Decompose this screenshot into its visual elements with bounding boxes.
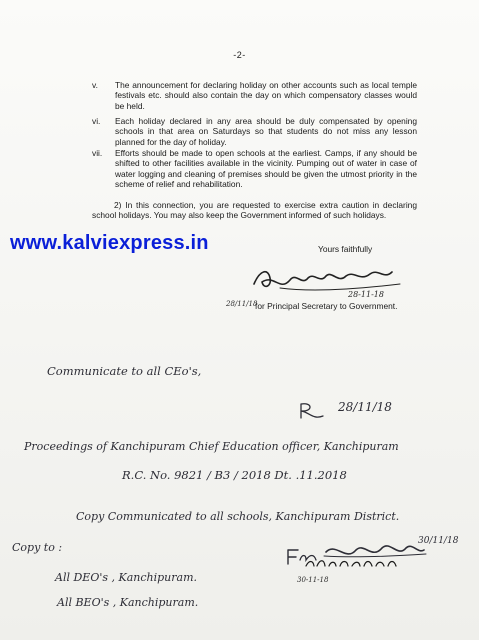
item-text: Each holiday declared in any area should be duly compensated by opening schools in that area on Saturdays so that students do not miss any lesson planned for the day of holiday. (115, 116, 417, 147)
foot-initials: 30-11-18 (297, 576, 329, 584)
tamil-seal-text (304, 556, 399, 570)
initials-note: 28/11/18 (226, 300, 258, 308)
handwritten-beos: All BEO's , Kanchipuram. (57, 596, 199, 609)
list-item-v (92, 80, 417, 111)
watermark-url: www.kalviexpress.in (10, 232, 209, 254)
item-number: vi. (92, 116, 101, 126)
handwritten-deos: All DEO's , Kanchipuram. (55, 571, 197, 584)
signature-scribble (250, 262, 410, 300)
item-text: The announcement for declaring holiday on other accounts such as local temple festivals etc. should also contain the day on which compensatory classes would be held. (115, 80, 417, 111)
handwritten-proceedings: Proceedings of Kanchipuram Chief Education officer, Kanchipuram (24, 440, 399, 453)
page-number: -2- (233, 50, 246, 60)
handwritten-communicate: Communicate to all CEo's, (47, 364, 202, 378)
closing-text: Yours faithfully (318, 244, 373, 254)
paragraph-2: 2) In this connection, you are requested to exercise extra caution in declaring school holidays. You may also keep the Government informed of such holidays. (92, 200, 417, 221)
handwritten-rc-number: R.C. No. 9821 / B3 / 2018 Dt. .11.2018 (122, 468, 347, 482)
handwritten-initial-date: 28/11/18 (338, 400, 392, 414)
signature-date: 28-11-18 (348, 290, 384, 299)
list-item-vii (92, 148, 417, 190)
initial-mark (297, 400, 337, 422)
item-number: vii. (92, 148, 103, 158)
handwritten-copy-communicated: Copy Communicated to all schools, Kanchipuram District. (76, 510, 400, 523)
item-number: v. (92, 80, 98, 90)
bottom-signature-date: 30/11/18 (418, 536, 459, 546)
item-text: Efforts should be made to open schools at the earliest. Camps, if any should be shifted to other facilities available in the vicinity. Pumping out of water in case of water logging and cleaning of premises should be given the utmost priority in the scheme of relief and rehabilitation. (115, 148, 417, 190)
handwritten-copy-to: Copy to : (12, 541, 63, 554)
list-item-vi (92, 116, 417, 147)
signatory-line: for Principal Secretary to Government. (255, 301, 398, 311)
